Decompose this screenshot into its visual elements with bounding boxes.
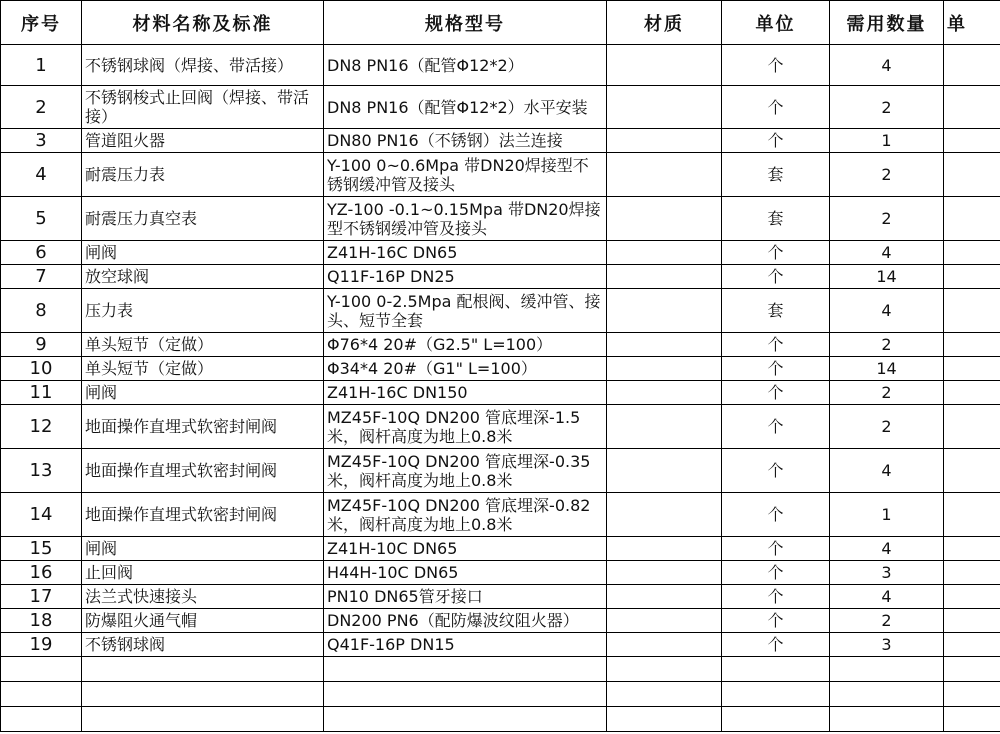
- cell-qty: 4: [830, 289, 944, 333]
- cell-unit: 个: [722, 585, 830, 609]
- cell-qty: 2: [830, 153, 944, 197]
- cell-material: [607, 153, 722, 197]
- table-row: [1, 493, 1000, 537]
- cell-name: 不锈钢梭式止回阀（焊接、带活接）: [82, 86, 324, 129]
- cell-extra: [944, 333, 1000, 357]
- table-row: [1, 405, 1000, 449]
- cell-unit: 个: [722, 493, 830, 537]
- cell-spec: Y-100 0~0.6Mpa 带DN20焊接型不锈钢缓冲管及接头: [324, 153, 607, 197]
- cell-spec: MZ45F-10Q DN200 管底埋深-1.5米，阀杆高度为地上0.8米: [324, 405, 607, 449]
- empty-cell: [607, 682, 722, 707]
- header-name: 材料名称及标准: [82, 1, 324, 45]
- cell-material: [607, 241, 722, 265]
- cell-qty: 2: [830, 381, 944, 405]
- cell-spec: DN200 PN6（配防爆波纹阻火器）: [324, 609, 607, 633]
- cell-extra: [944, 357, 1000, 381]
- table-row: [1, 265, 1000, 289]
- cell-spec: YZ-100 -0.1~0.15Mpa 带DN20焊接型不锈钢缓冲管及接头: [324, 197, 607, 241]
- cell-qty: 14: [830, 357, 944, 381]
- cell-material: [607, 333, 722, 357]
- cell-no: 6: [1, 241, 82, 265]
- cell-extra: [944, 153, 1000, 197]
- table-row: [1, 633, 1000, 657]
- table-row: [1, 45, 1000, 86]
- cell-unit: 套: [722, 153, 830, 197]
- cell-name: 地面操作直埋式软密封闸阀: [82, 405, 324, 449]
- cell-name: 单头短节（定做）: [82, 357, 324, 381]
- cell-no: 12: [1, 405, 82, 449]
- cell-no: 14: [1, 493, 82, 537]
- header-unit-price: 单: [944, 1, 1000, 45]
- cell-qty: 2: [830, 333, 944, 357]
- cell-unit: 个: [722, 357, 830, 381]
- cell-no: 9: [1, 333, 82, 357]
- cell-spec: Z41H-16C DN150: [324, 381, 607, 405]
- cell-no: 19: [1, 633, 82, 657]
- cell-unit: 套: [722, 197, 830, 241]
- cell-spec: Q11F-16P DN25: [324, 265, 607, 289]
- cell-material: [607, 289, 722, 333]
- table-row: [1, 357, 1000, 381]
- cell-spec: Q41F-16P DN15: [324, 633, 607, 657]
- cell-qty: 1: [830, 129, 944, 153]
- cell-unit: 个: [722, 45, 830, 86]
- empty-cell: [324, 707, 607, 732]
- cell-qty: 2: [830, 609, 944, 633]
- empty-cell: [722, 682, 830, 707]
- cell-name: 不锈钢球阀: [82, 633, 324, 657]
- empty-cell: [607, 707, 722, 732]
- header-unit: 单位: [722, 1, 830, 45]
- header-seq: 序号: [1, 1, 82, 45]
- cell-name: 不锈钢球阀（焊接、带活接）: [82, 45, 324, 86]
- table-header-row: [1, 1, 1000, 45]
- table-row: [1, 585, 1000, 609]
- table-row-empty: [1, 657, 1000, 682]
- table-row-empty: [1, 682, 1000, 707]
- cell-qty: 3: [830, 633, 944, 657]
- empty-cell: [82, 657, 324, 682]
- table-row: [1, 561, 1000, 585]
- cell-qty: 2: [830, 86, 944, 129]
- cell-material: [607, 357, 722, 381]
- table-row: [1, 241, 1000, 265]
- cell-name: 地面操作直埋式软密封闸阀: [82, 493, 324, 537]
- table-row: [1, 129, 1000, 153]
- cell-unit: 个: [722, 633, 830, 657]
- cell-qty: 4: [830, 585, 944, 609]
- cell-material: [607, 45, 722, 86]
- cell-no: 3: [1, 129, 82, 153]
- cell-no: 2: [1, 86, 82, 129]
- empty-cell: [82, 707, 324, 732]
- table-row: [1, 289, 1000, 333]
- cell-name: 压力表: [82, 289, 324, 333]
- cell-no: 4: [1, 153, 82, 197]
- empty-cell: [944, 682, 1000, 707]
- cell-no: 13: [1, 449, 82, 493]
- table-row: [1, 609, 1000, 633]
- cell-extra: [944, 585, 1000, 609]
- cell-no: 5: [1, 197, 82, 241]
- cell-no: 10: [1, 357, 82, 381]
- cell-name: 放空球阀: [82, 265, 324, 289]
- cell-no: 17: [1, 585, 82, 609]
- cell-unit: 个: [722, 561, 830, 585]
- cell-extra: [944, 449, 1000, 493]
- cell-spec: Z41H-10C DN65: [324, 537, 607, 561]
- cell-no: 7: [1, 265, 82, 289]
- cell-name: 地面操作直埋式软密封闸阀: [82, 449, 324, 493]
- cell-name: 耐震压力真空表: [82, 197, 324, 241]
- table-row: [1, 333, 1000, 357]
- empty-cell: [82, 682, 324, 707]
- cell-material: [607, 129, 722, 153]
- cell-material: [607, 265, 722, 289]
- cell-unit: 个: [722, 537, 830, 561]
- cell-name: 闸阀: [82, 241, 324, 265]
- cell-spec: MZ45F-10Q DN200 管底埋深-0.82米，阀杆高度为地上0.8米: [324, 493, 607, 537]
- empty-cell: [722, 657, 830, 682]
- header-qty: 需用数量: [830, 1, 944, 45]
- cell-material: [607, 381, 722, 405]
- cell-extra: [944, 381, 1000, 405]
- cell-extra: [944, 561, 1000, 585]
- empty-cell: [722, 707, 830, 732]
- cell-extra: [944, 493, 1000, 537]
- cell-extra: [944, 241, 1000, 265]
- cell-material: [607, 449, 722, 493]
- cell-qty: 2: [830, 405, 944, 449]
- cell-spec: PN10 DN65管牙接口: [324, 585, 607, 609]
- cell-no: 16: [1, 561, 82, 585]
- cell-qty: 1: [830, 493, 944, 537]
- cell-no: 18: [1, 609, 82, 633]
- cell-material: [607, 633, 722, 657]
- cell-qty: 4: [830, 537, 944, 561]
- cell-name: 闸阀: [82, 537, 324, 561]
- cell-material: [607, 537, 722, 561]
- cell-extra: [944, 609, 1000, 633]
- cell-extra: [944, 197, 1000, 241]
- cell-qty: 14: [830, 265, 944, 289]
- empty-cell: [1, 682, 82, 707]
- cell-material: [607, 585, 722, 609]
- cell-spec: DN8 PN16（配管Φ12*2）: [324, 45, 607, 86]
- cell-extra: [944, 633, 1000, 657]
- cell-spec: MZ45F-10Q DN200 管底埋深-0.35米，阀杆高度为地上0.8米: [324, 449, 607, 493]
- cell-qty: 2: [830, 197, 944, 241]
- cell-unit: 个: [722, 86, 830, 129]
- table-row: [1, 381, 1000, 405]
- cell-name: 法兰式快速接头: [82, 585, 324, 609]
- cell-name: 单头短节（定做）: [82, 333, 324, 357]
- cell-material: [607, 405, 722, 449]
- cell-material: [607, 493, 722, 537]
- cell-no: 15: [1, 537, 82, 561]
- table-row: [1, 197, 1000, 241]
- cell-name: 管道阻火器: [82, 129, 324, 153]
- cell-unit: 套: [722, 289, 830, 333]
- cell-unit: 个: [722, 381, 830, 405]
- cell-no: 8: [1, 289, 82, 333]
- cell-spec: Φ76*4 20#（G2.5" L=100）: [324, 333, 607, 357]
- cell-unit: 个: [722, 609, 830, 633]
- empty-cell: [944, 657, 1000, 682]
- cell-name: 防爆阻火通气帽: [82, 609, 324, 633]
- cell-material: [607, 86, 722, 129]
- cell-unit: 个: [722, 333, 830, 357]
- empty-cell: [830, 682, 944, 707]
- table-row-empty: [1, 707, 1000, 732]
- empty-cell: [324, 657, 607, 682]
- cell-unit: 个: [722, 129, 830, 153]
- empty-cell: [944, 707, 1000, 732]
- empty-cell: [830, 707, 944, 732]
- cell-extra: [944, 405, 1000, 449]
- cell-unit: 个: [722, 241, 830, 265]
- table-row: [1, 449, 1000, 493]
- cell-name: 止回阀: [82, 561, 324, 585]
- cell-material: [607, 609, 722, 633]
- cell-extra: [944, 86, 1000, 129]
- empty-cell: [324, 682, 607, 707]
- cell-unit: 个: [722, 449, 830, 493]
- cell-extra: [944, 129, 1000, 153]
- cell-material: [607, 197, 722, 241]
- table-row: [1, 86, 1000, 129]
- header-material: 材质: [607, 1, 722, 45]
- table-row: [1, 537, 1000, 561]
- cell-spec: Y-100 0-2.5Mpa 配根阀、缓冲管、接头、短节全套: [324, 289, 607, 333]
- empty-cell: [607, 657, 722, 682]
- cell-unit: 个: [722, 265, 830, 289]
- cell-extra: [944, 537, 1000, 561]
- empty-cell: [1, 707, 82, 732]
- cell-no: 1: [1, 45, 82, 86]
- cell-name: 耐震压力表: [82, 153, 324, 197]
- cell-extra: [944, 289, 1000, 333]
- cell-qty: 4: [830, 449, 944, 493]
- cell-spec: Φ34*4 20#（G1" L=100）: [324, 357, 607, 381]
- cell-spec: H44H-10C DN65: [324, 561, 607, 585]
- cell-no: 11: [1, 381, 82, 405]
- cell-unit: 个: [722, 405, 830, 449]
- cell-extra: [944, 45, 1000, 86]
- cell-name: 闸阀: [82, 381, 324, 405]
- header-spec: 规格型号: [324, 1, 607, 45]
- cell-qty: 4: [830, 241, 944, 265]
- empty-cell: [1, 657, 82, 682]
- cell-qty: 3: [830, 561, 944, 585]
- cell-spec: Z41H-16C DN65: [324, 241, 607, 265]
- cell-spec: DN8 PN16（配管Φ12*2）水平安装: [324, 86, 607, 129]
- empty-cell: [830, 657, 944, 682]
- table-row: [1, 153, 1000, 197]
- cell-qty: 4: [830, 45, 944, 86]
- cell-material: [607, 561, 722, 585]
- cell-extra: [944, 265, 1000, 289]
- cell-spec: DN80 PN16（不锈钢）法兰连接: [324, 129, 607, 153]
